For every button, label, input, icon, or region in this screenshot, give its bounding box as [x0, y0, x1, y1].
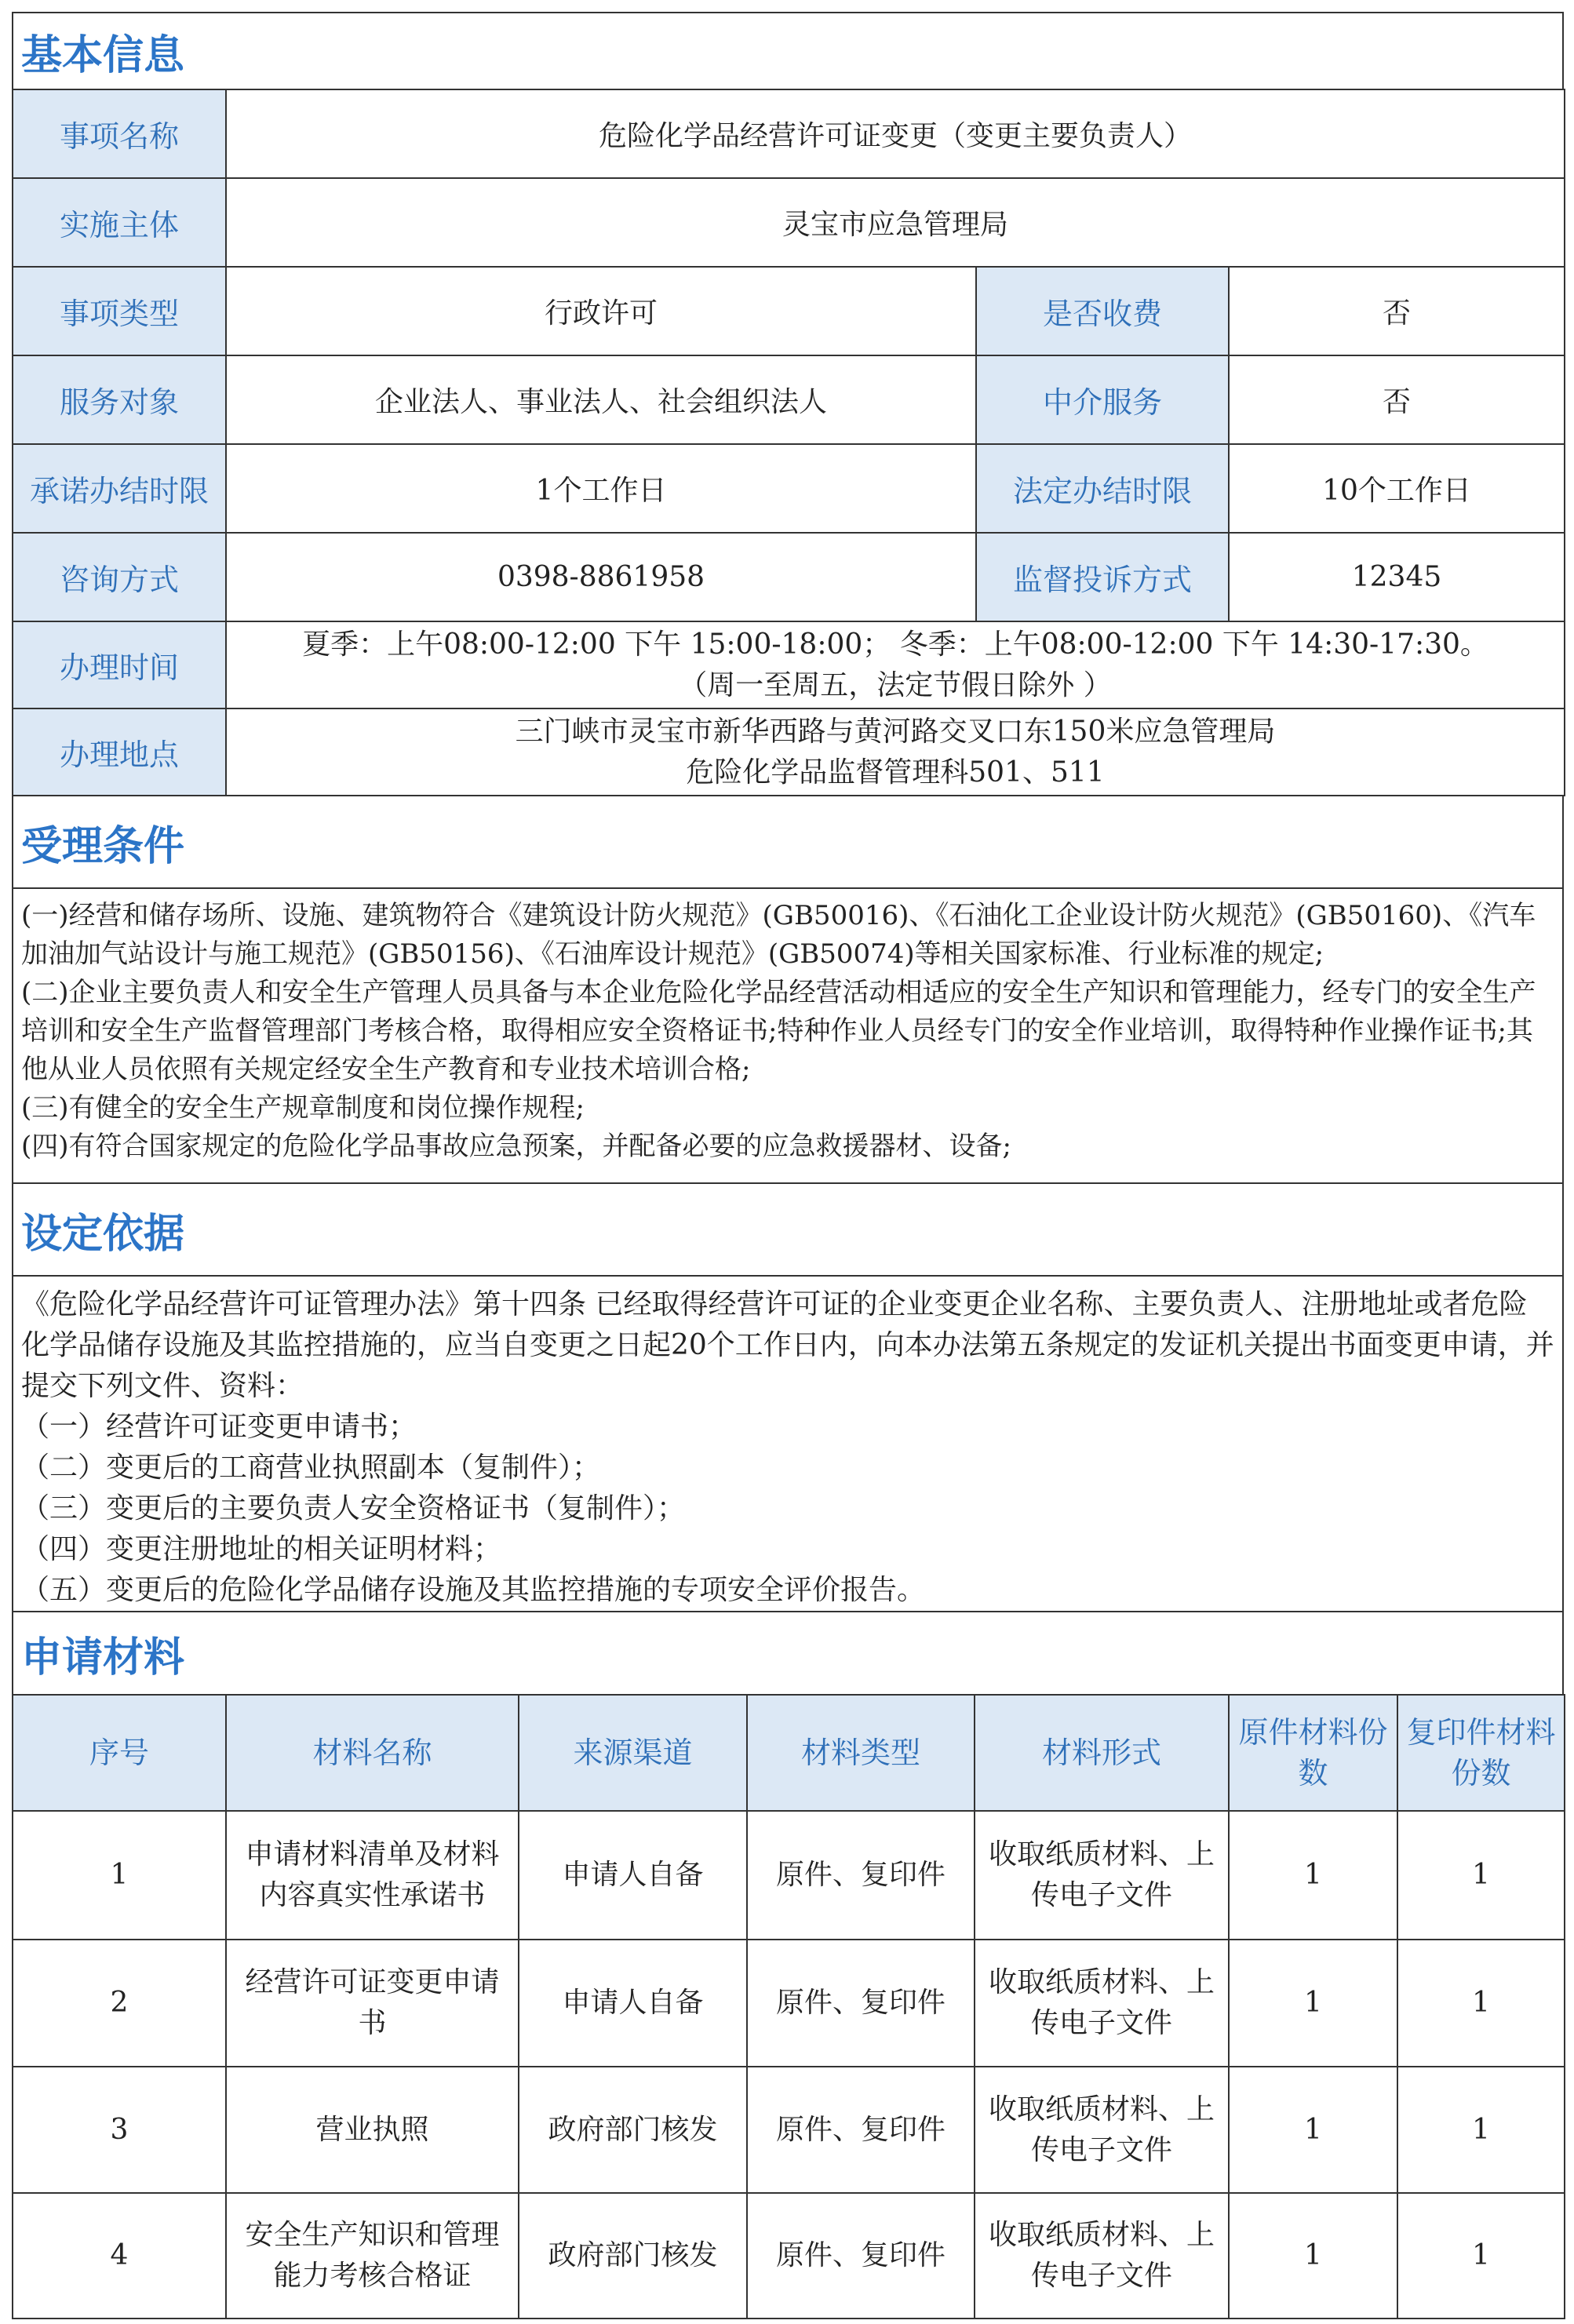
basic-info-table — [12, 89, 1565, 796]
cell-orig: 1 — [1229, 2193, 1397, 2319]
item-name-value: 危险化学品经营许可证变更（变更主要负责人） — [226, 89, 1565, 178]
hours-line-2: （周一至周五，法定节假日除外 ） — [679, 668, 1112, 701]
basis-line: 《危险化学品经营许可证管理办法》第十四条 已经取得经营许可证的企业变更企业名称、主要负责人、注册地址或者危险化学品储存设施及其监控措施的，应当自变更之日起20个工作日内，向本办法第五条规定的发证机关提出书面变更申请，并提交下列文件、资料： — [21, 1288, 1554, 1402]
condition-line: (四)有符合国家规定的危险化学品事故应急预案，并配备必要的应急救援器材、设备; — [21, 1131, 1011, 1162]
complaint-label: 监督投诉方式 — [976, 533, 1229, 621]
type-label: 事项类型 — [13, 267, 226, 355]
cell-form: 收取纸质材料、上传电子文件 — [975, 2193, 1229, 2319]
col-header-type: 材料类型 — [747, 1695, 975, 1811]
consult-label: 咨询方式 — [13, 533, 226, 621]
legal-value: 10个工作日 — [1229, 444, 1565, 533]
row-subject — [13, 178, 1565, 267]
cell-no: 2 — [13, 1940, 226, 2067]
cell-type: 原件、复印件 — [747, 2193, 975, 2319]
hours-line-1: 夏季：上午08:00-12:00 下午 15:00-18:00； 冬季：上午08:00-12:00 下午 14:30-17:30。 — [302, 628, 1488, 661]
target-value: 企业法人、事业法人、社会组织法人 — [226, 355, 976, 444]
place-line-1: 三门峡市灵宝市新华西路与黄河路交叉口东150米应急管理局 — [515, 715, 1276, 748]
agency-value: 否 — [1229, 355, 1565, 444]
target-label: 服务对象 — [13, 355, 226, 444]
row-time-limit — [13, 444, 1565, 533]
fee-label: 是否收费 — [976, 267, 1229, 355]
type-value: 行政许可 — [226, 267, 976, 355]
cell-form: 收取纸质材料、上传电子文件 — [975, 1811, 1229, 1940]
row-hours — [13, 621, 1565, 708]
row-type — [13, 267, 1565, 355]
materials-header-row — [13, 1695, 1565, 1811]
item-name-label: 事项名称 — [13, 89, 226, 178]
row-target — [13, 355, 1565, 444]
promise-label: 承诺办结时限 — [13, 444, 226, 533]
section-heading-basic-info: 基本信息 — [12, 12, 1564, 89]
subject-label: 实施主体 — [13, 178, 226, 267]
col-header-form: 材料形式 — [975, 1695, 1229, 1811]
basis-text — [12, 1275, 1564, 1611]
cell-copy: 1 — [1397, 2193, 1565, 2319]
col-header-copy-count: 复印件材料份数 — [1397, 1695, 1565, 1811]
conditions-text — [12, 887, 1564, 1182]
table-row — [13, 2193, 1565, 2319]
row-item-name — [13, 89, 1565, 178]
basis-line: （四）变更注册地址的相关证明材料； — [21, 1533, 502, 1565]
place-line-2: 危险化学品监督管理科501、511 — [686, 756, 1105, 789]
col-header-source: 来源渠道 — [519, 1695, 747, 1811]
col-header-original-count: 原件材料份数 — [1229, 1695, 1397, 1811]
cell-orig: 1 — [1229, 1940, 1397, 2067]
cell-copy: 1 — [1397, 2067, 1565, 2193]
cell-type: 原件、复印件 — [747, 2067, 975, 2193]
table-row — [13, 1811, 1565, 1940]
hours-label: 办理时间 — [13, 621, 226, 708]
cell-copy: 1 — [1397, 1811, 1565, 1940]
row-place — [13, 708, 1565, 796]
table-row — [13, 2067, 1565, 2193]
col-header-name: 材料名称 — [226, 1695, 519, 1811]
cell-no: 3 — [13, 2067, 226, 2193]
condition-line: (二)企业主要负责人和安全生产管理人员具备与本企业危险化学品经营活动相适应的安全生产知识和管理能力，经专门的安全生产培训和安全生产监督管理部门考核合格，取得相应安全资格证书;特种作业人员经专门的安全作业培训，取得特种作业操作证书;其他从业人员依照有关规定经安全生产教育和专业技术培训合格; — [21, 977, 1536, 1085]
table-row — [13, 1940, 1565, 2067]
cell-source: 申请人自备 — [519, 1940, 747, 2067]
place-value — [226, 708, 1565, 796]
section-heading-materials: 申请材料 — [12, 1611, 1564, 1694]
legal-label: 法定办结时限 — [976, 444, 1229, 533]
promise-value: 1个工作日 — [226, 444, 976, 533]
complaint-value: 12345 — [1229, 533, 1565, 621]
cell-form: 收取纸质材料、上传电子文件 — [975, 2067, 1229, 2193]
condition-line: (一)经营和储存场所、设施、建筑物符合《建筑设计防火规范》(GB50016)、《石油化工企业设计防火规范》(GB50160)、《汽车加油加气站设计与施工规范》(GB50156)、《石油库设计规范》(GB50074)等相关国家标准、行业标准的规定; — [21, 900, 1536, 970]
cell-orig: 1 — [1229, 2067, 1397, 2193]
section-heading-basis: 设定依据 — [12, 1182, 1564, 1275]
cell-no: 4 — [13, 2193, 226, 2319]
cell-name: 安全生产知识和管理能力考核合格证 — [226, 2193, 519, 2319]
cell-orig: 1 — [1229, 1811, 1397, 1940]
materials-table — [12, 1694, 1565, 2319]
cell-type: 原件、复印件 — [747, 1811, 975, 1940]
cell-type: 原件、复印件 — [747, 1940, 975, 2067]
col-header-no: 序号 — [13, 1695, 226, 1811]
basis-line: （五）变更后的危险化学品储存设施及其监控措施的专项安全评价报告。 — [21, 1574, 926, 1606]
consult-value: 0398-8861958 — [226, 533, 976, 621]
basis-line: （三）变更后的主要负责人安全资格证书（复制件）； — [21, 1492, 686, 1524]
cell-name: 申请材料清单及材料内容真实性承诺书 — [226, 1811, 519, 1940]
agency-label: 中介服务 — [976, 355, 1229, 444]
row-contact — [13, 533, 1565, 621]
cell-copy: 1 — [1397, 1940, 1565, 2067]
basis-line: （一）经营许可证变更申请书； — [21, 1411, 417, 1443]
basis-line: （二）变更后的工商营业执照副本（复制件）； — [21, 1452, 601, 1484]
condition-line: (三)有健全的安全生产规章制度和岗位操作规程; — [21, 1092, 585, 1124]
cell-no: 1 — [13, 1811, 226, 1940]
cell-name: 经营许可证变更申请书 — [226, 1940, 519, 2067]
document — [12, 12, 1564, 2319]
fee-value: 否 — [1229, 267, 1565, 355]
cell-name: 营业执照 — [226, 2067, 519, 2193]
cell-source: 申请人自备 — [519, 1811, 747, 1940]
cell-form: 收取纸质材料、上传电子文件 — [975, 1940, 1229, 2067]
cell-source: 政府部门核发 — [519, 2193, 747, 2319]
subject-value: 灵宝市应急管理局 — [226, 178, 1565, 267]
hours-value — [226, 621, 1565, 708]
place-label: 办理地点 — [13, 708, 226, 796]
section-heading-conditions: 受理条件 — [12, 796, 1564, 887]
cell-source: 政府部门核发 — [519, 2067, 747, 2193]
